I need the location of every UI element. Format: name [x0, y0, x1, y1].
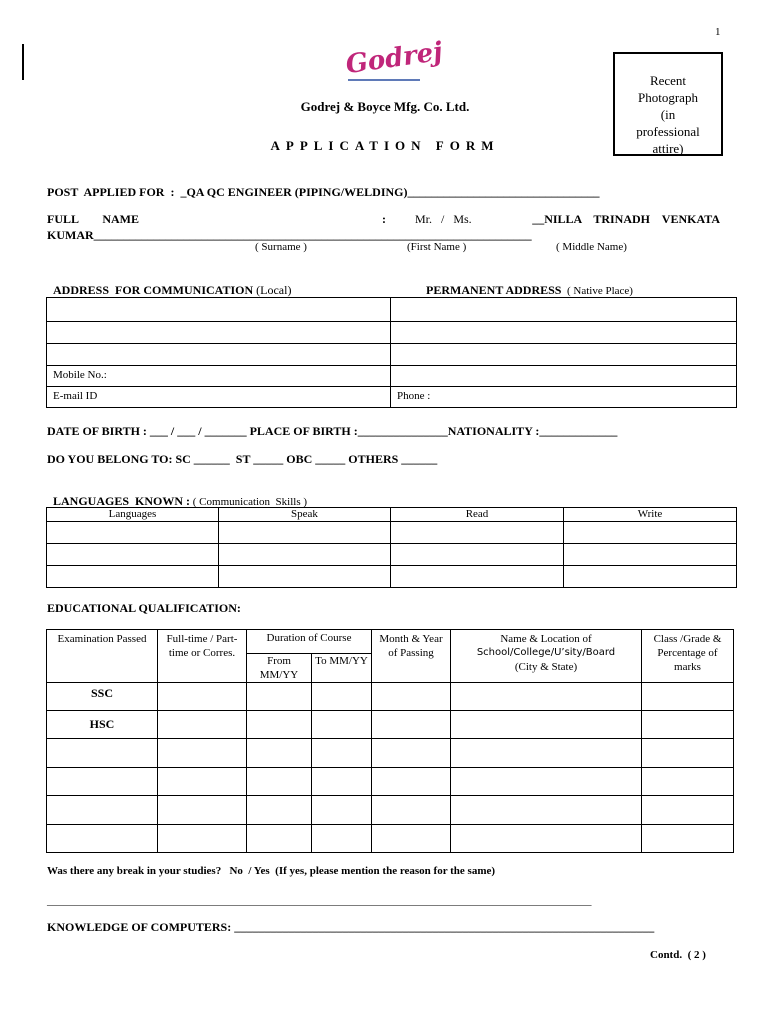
edu-cell[interactable] — [312, 825, 372, 853]
perm-address-cell[interactable] — [391, 298, 737, 322]
computers-line[interactable]: KNOWLEDGE OF COMPUTERS: ______________________________________________________________________ — [47, 920, 655, 934]
lang-cell[interactable] — [219, 544, 391, 566]
email-label: E-mail ID — [53, 390, 98, 402]
languages-table — [46, 507, 737, 588]
from-header: From MM/YY — [247, 654, 312, 683]
post-applied[interactable]: POST APPLIED FOR : _QA QC ENGINEER (PIPING/WELDING)________________________________ — [47, 185, 600, 199]
phone-label: Phone : — [397, 390, 431, 402]
perm-address-cell[interactable] — [391, 322, 737, 344]
edu-cell[interactable] — [642, 739, 734, 768]
local-address-suffix: (Local) — [253, 283, 292, 297]
speak-header: Speak — [219, 508, 391, 522]
write-header: Write — [564, 508, 737, 522]
lang-cell[interactable] — [219, 522, 391, 544]
edu-cell[interactable] — [247, 739, 312, 768]
break-reason-line[interactable]: ___________________________________________________________________________________________________ — [47, 895, 592, 907]
address-table — [46, 297, 737, 408]
photo-line: Recent — [649, 73, 687, 88]
edu-cell[interactable] — [372, 796, 451, 825]
school-header-1: Name & Location of — [500, 633, 592, 645]
lang-cell[interactable] — [391, 566, 564, 588]
local-address-cell[interactable] — [47, 322, 391, 344]
edu-cell[interactable] — [247, 683, 312, 711]
permanent-address-heading — [420, 268, 633, 298]
edu-cell[interactable] — [451, 711, 642, 739]
school-header-2: School/College/U’sity/Board — [476, 647, 616, 658]
edu-cell[interactable] — [372, 739, 451, 768]
margin-mark — [22, 44, 24, 80]
lang-header: Languages — [47, 508, 219, 522]
mobile-cell[interactable] — [47, 366, 391, 387]
edu-cell[interactable] — [642, 683, 734, 711]
languages-heading — [47, 479, 307, 509]
edu-cell[interactable] — [451, 825, 642, 853]
lang-cell[interactable] — [564, 544, 737, 566]
edu-cell[interactable] — [642, 825, 734, 853]
edu-cell[interactable] — [312, 796, 372, 825]
lang-cell[interactable] — [219, 566, 391, 588]
lang-cell[interactable] — [391, 544, 564, 566]
exam-header: Examination Passed — [47, 630, 158, 683]
read-header: Read — [391, 508, 564, 522]
mode-header: Full-time / Part-time or Corres. — [158, 630, 247, 683]
exam-cell[interactable] — [47, 825, 158, 853]
break-question: Was there any break in your studies? No / Yes (If yes, please mention the reason for the same) — [47, 865, 496, 877]
edu-cell[interactable] — [451, 796, 642, 825]
languages-label: LANGUAGES KNOWN : — [53, 494, 191, 508]
photo-line: professional — [636, 124, 700, 139]
exam-cell[interactable] — [47, 739, 158, 768]
godrej-logo — [343, 36, 445, 84]
exam-cell[interactable] — [47, 796, 158, 825]
photo-line: attire) — [652, 141, 684, 156]
edu-cell[interactable] — [247, 711, 312, 739]
edu-cell[interactable] — [372, 825, 451, 853]
perm-address-cell[interactable] — [391, 366, 737, 387]
edu-cell[interactable] — [247, 768, 312, 796]
lang-cell[interactable] — [391, 522, 564, 544]
edu-cell[interactable] — [158, 739, 247, 768]
perm-address-cell[interactable] — [391, 344, 737, 366]
lang-cell[interactable] — [47, 522, 219, 544]
lang-cell[interactable] — [47, 544, 219, 566]
full-name-label: FULL NAME — [47, 212, 140, 226]
full-name-title: Mr. / Ms. — [415, 212, 472, 226]
mobile-label: Mobile No.: — [53, 369, 107, 381]
education-table — [46, 629, 734, 853]
edu-cell[interactable] — [372, 768, 451, 796]
duration-header: Duration of Course — [247, 630, 372, 654]
contd-label: Contd. ( 2 ) — [650, 949, 706, 961]
surname-caption: ( Surname ) — [255, 241, 307, 253]
middle-name-caption: ( Middle Name) — [556, 241, 627, 253]
full-name-colon: : — [382, 212, 386, 226]
edu-cell[interactable] — [158, 768, 247, 796]
logo-text: Godrej — [343, 36, 445, 81]
photo-line: Photograph — [638, 90, 698, 105]
lang-cell[interactable] — [564, 566, 737, 588]
edu-cell[interactable] — [642, 796, 734, 825]
edu-cell[interactable] — [312, 711, 372, 739]
edu-cell[interactable] — [642, 768, 734, 796]
edu-cell[interactable] — [158, 796, 247, 825]
lang-cell[interactable] — [564, 522, 737, 544]
edu-cell[interactable] — [158, 711, 247, 739]
first-name-caption: (First Name ) — [407, 241, 467, 253]
exam-cell[interactable] — [47, 768, 158, 796]
local-address-heading — [47, 268, 291, 298]
edu-cell[interactable] — [451, 739, 642, 768]
edu-cell[interactable] — [372, 711, 451, 739]
passing-header: Month & Year of Passing — [372, 630, 451, 683]
school-header-3: (City & State) — [514, 661, 578, 673]
languages-suffix: ( Communication Skills ) — [190, 496, 308, 508]
edu-cell[interactable] — [247, 796, 312, 825]
edu-cell[interactable] — [642, 711, 734, 739]
edu-cell[interactable] — [451, 768, 642, 796]
company-name: Godrej & Boyce Mfg. Co. Ltd. — [300, 99, 470, 114]
page-number: 1 — [715, 26, 721, 38]
edu-cell[interactable] — [372, 683, 451, 711]
edu-cell[interactable] — [247, 825, 312, 853]
email-cell[interactable] — [47, 387, 391, 408]
edu-cell[interactable] — [158, 683, 247, 711]
permanent-address-label: PERMANENT ADDRESS — [426, 283, 562, 297]
dob-line[interactable]: DATE OF BIRTH : ___ / ___ / _______ PLACE OF BIRTH :_______________NATIONALITY :_____________ — [47, 424, 618, 438]
edu-cell[interactable] — [312, 683, 372, 711]
exam-cell: SSC — [47, 683, 158, 711]
grade-header: Class /Grade & Percentage of marks — [642, 630, 734, 683]
local-address-cell[interactable] — [47, 344, 391, 366]
full-name-value-cont[interactable]: KUMAR_________________________________________________________________________ — [47, 228, 532, 242]
permanent-address-suffix: ( Native Place) — [561, 285, 633, 297]
local-address-cell[interactable] — [47, 298, 391, 322]
full-name-value[interactable]: __NILLA TRINADH VENKATA — [532, 212, 720, 226]
education-heading: EDUCATIONAL QUALIFICATION: — [47, 601, 241, 615]
category-line[interactable]: DO YOU BELONG TO: SC ______ ST _____ OBC _____ OTHERS ______ — [47, 452, 438, 466]
local-address-label: ADDRESS FOR COMMUNICATION — [53, 283, 254, 297]
edu-cell[interactable] — [451, 683, 642, 711]
edu-cell[interactable] — [158, 825, 247, 853]
lang-cell[interactable] — [47, 566, 219, 588]
phone-cell[interactable] — [391, 387, 737, 408]
photo-box — [613, 52, 723, 156]
school-header — [451, 630, 642, 683]
edu-cell[interactable] — [312, 739, 372, 768]
exam-cell: HSC — [47, 711, 158, 739]
to-header: To MM/YY — [312, 654, 372, 683]
edu-cell[interactable] — [312, 768, 372, 796]
photo-line: (in — [660, 107, 676, 122]
form-title: APPLICATION FORM — [270, 138, 500, 153]
